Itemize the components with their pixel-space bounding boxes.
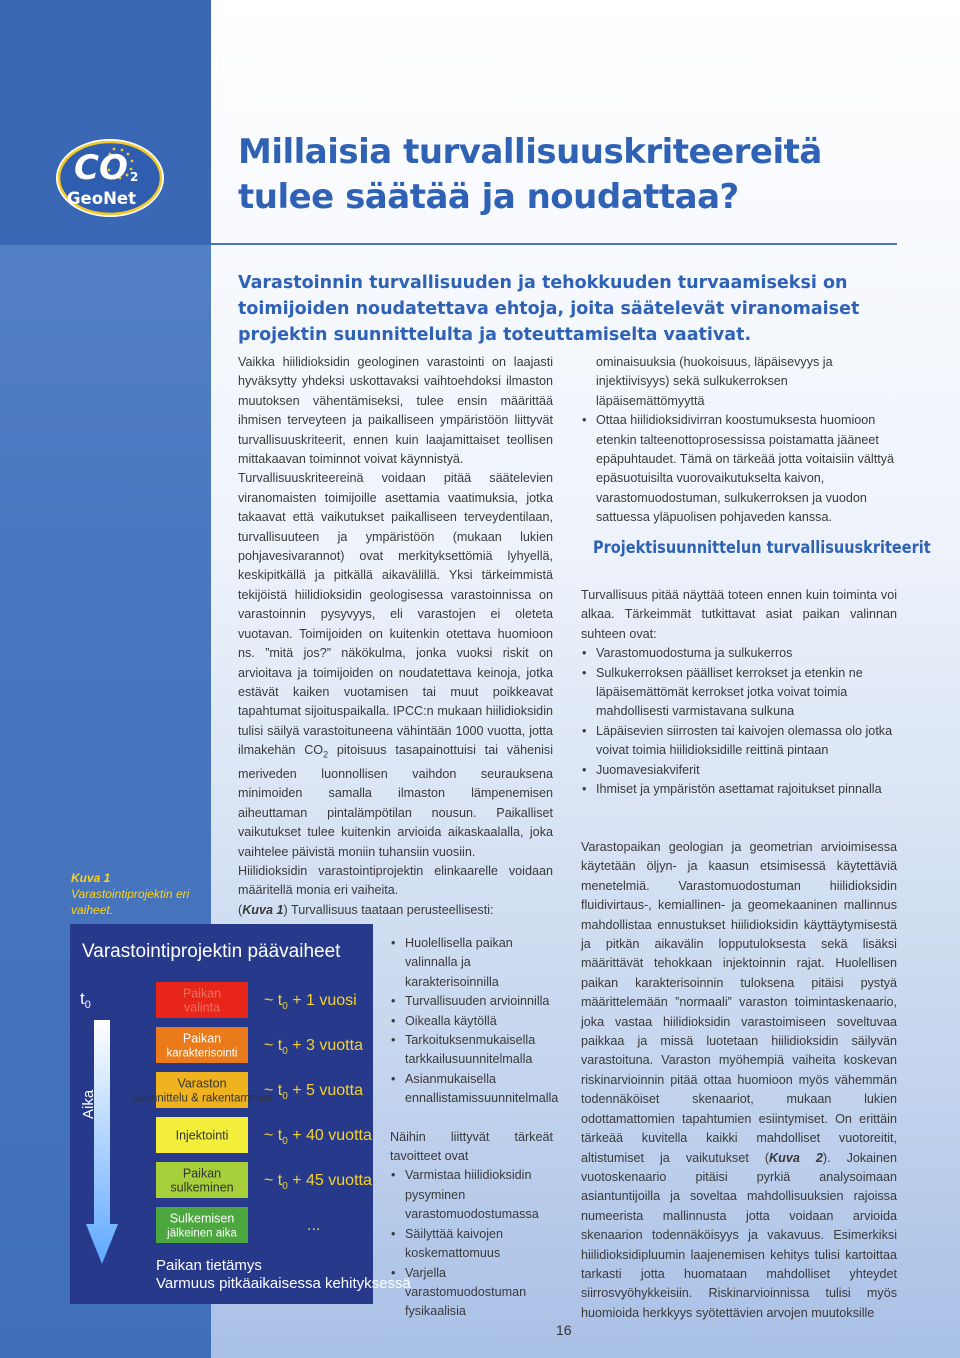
column-right-section [581, 586, 897, 799]
list-item: • Huolellisella paikan valinnalla ja karakterisoinnilla [390, 934, 553, 992]
goals-list [390, 1166, 553, 1321]
time-axis-label: Aika [80, 1089, 97, 1119]
footer-knowledge: Paikan tietämys [156, 1257, 262, 1274]
intro-paragraph: Vaikka hiilidioksidin geologinen varastointi on laajasti hyväksytty yhdeksi uskottavaksi vaihtoehdoksi ilmaston muutoksen vähentämiseksi, tulee ensin määrittää ihmisen terveyteen ja paikalliseen ympäristöön liittyvät turvallisuuskriteerit, ennen kuin laajamittaiset teollisen mittakaavan toiminnot voivat käynnistyä. [238, 355, 553, 467]
stage-label: sulkeminen [170, 1180, 234, 1195]
title-divider [211, 243, 897, 245]
figure-2-reference: Kuva 2 [769, 1150, 823, 1165]
stage-label: Injektointi [175, 1128, 229, 1143]
svg-text:GeoNet: GeoNet [67, 189, 136, 208]
stage-time: ~ $t_0 + 3$ vuotta [264, 1037, 363, 1057]
column-right-bottom [581, 838, 897, 1323]
section-heading: Projektisuunnittelun turvallisuuskriteerit [593, 538, 931, 557]
column-right-top [581, 353, 897, 528]
project-phases-figure [70, 924, 411, 1304]
list-item: • Varjella varastomuodostuman fysikaalisia [390, 1264, 553, 1322]
footer-certainty: Varmuus pitkäaikaisessa kehityksessä [156, 1275, 411, 1292]
list-item: • Oikealla käytöllä [390, 1012, 553, 1031]
criteria-paragraph: Turvallisuuskriteereinä voidaan pitää säätelevien viranomaisten toimijoille asettamia vaatimuksia, jotka takaavat että vaikutukset paikalliseen terveydentilaan, turvallisuuteen ja ympäristöön (mukaan lukien pohjavesivarannot) ovat merkityksettömiä lyhyellä, keskipitkällä ja pitkällä aikavälillä. Yksi tärkeimmistä tekijöistä hiilidioksidin geologisessa varastoinnissa on varastoinnin pysyvyys, eli varastojen ei oleteta vuotavan. Toimijoiden on kuitenkin otettava huomioon ns. ”mitä jos?” näkökulma, jonka vuoksi riskit on arvioitava ja toimijoiden on noudatettava keinoja, jotka estävät kaiken vuotamisen tai muut poikkeavat tapahtumat sijoituspaikalla. IPCC:n mukaan hiilidioksidin tulisi säilyä varastoituneena vähintään 1000 vuotta, jotta ilmakehän $CO_2$ pitoisuus tasapainottuisi tai vähenisi meriveden luonnollisen vaihdon seurauksena minimoiden samalla ilmaston lämpenemisen aiheuttaman pintalämpötilan nousun. Paikalliset vaikutukset tulee kuitenkin arvioida aikaskaalalla, joka vaihtelee päivistä moniin tuhansiin vuosiin. [238, 471, 553, 859]
page-title: Millaisia turvallisuuskriteereitä tulee säätää ja noudattaa? [238, 132, 822, 217]
figure-caption-label: Kuva 1 [71, 871, 111, 885]
stage-time: ~ $t_0 + 45$ vuotta [264, 1172, 372, 1192]
time-arrow [86, 1020, 118, 1264]
stage-3 [132, 1072, 363, 1108]
stage-6 [156, 1207, 248, 1243]
safety-measures-list [390, 934, 559, 1109]
stage-1 [156, 982, 357, 1018]
stage-time: ~ $t_0 + 1$ vuosi [264, 992, 357, 1012]
goals-paragraph: Näihin liittyvät tärkeät tavoitteet ovat [390, 1129, 553, 1164]
stage-list [132, 982, 372, 1243]
figure-caption-text: Varastointiprojektin eri vaiheet. [71, 887, 190, 917]
list-item: • Varmistaa hiilidioksidin pysyminen varastomuodostumassa [390, 1166, 553, 1224]
figure-1-reference: Kuva 1 [242, 902, 284, 917]
svg-text:2: 2 [130, 170, 139, 184]
stage-label: jälkeinen aika [167, 1227, 237, 1240]
list-item: • Ottaa hiilidioksidivirran koostumuksesta huomioon etenkin talteenottoprosessissa poistamatta jääneet epäpuhtaudet. Tämä on tärkeää jotta voitaisiin välttyä epäsuotuisilta vuorovaikutukselta kaivon, varastomuodostuman, sulkukerroksen ja vuodon sattuessa yläpuolisen pohjaveden kanssa. [581, 411, 897, 527]
stage-label: Varaston [177, 1076, 227, 1091]
list-item: • Varastomuodostuma ja sulkukerros [581, 644, 897, 663]
stage-time: ~ $t_0 + 40$ vuotta [264, 1127, 372, 1147]
figure-title: Varastointiprojektin päävaiheet [82, 941, 341, 962]
list-item: • Ihmiset ja ympäristön asettamat rajoitukset pinnalla [581, 780, 897, 799]
stage-4 [156, 1117, 372, 1153]
stage-time: ~ $t_0 + 5$ vuotta [264, 1082, 363, 1102]
stage-label: suunnittelu & rakentaminen [132, 1092, 272, 1105]
stage-label: valinta [183, 1000, 221, 1015]
stage-label: Paikan [182, 986, 222, 1001]
t0-label: $t_0$ [80, 989, 91, 1011]
ellipsis: ... [307, 1217, 321, 1234]
risk-assessment-paragraph: Varastopaikan geologian ja geometrian arvioimisessa käytetään öljyn- ja kaasun etsimisessä käytettäviä menetelmiä. Varastomuodostuman hiilidioksidin fluidivirtaus-, kemiallinen- ja geomekaaninen mallinnus mahdollistaa ennustukset hiilidioksidin käyttäytymisestä ja pitkän aikavälin lopputuloksesta sekä lisäksi määrittävät tehokkaan injektoinnin rajat. Huolellisen paikan karakterisoinnin tuloksena pitäisi pystyä määrittelemään ”normaali” varaston toimintaskenaario, joka vastaa hiilidioksidin varastoimiseen soveltuvaa paikkaa ja missä luotetaan hiilidioksidin säilyvän varastoituna. Varaston myöhempiä vaiheita koskevan riskinarvioinnin pitää ottaa huomioon myös vähemmän todennäköiset skenaariot, mukaan lukien odottamattomien tapahtumien esiintymiset. On erittäin tärkeää kuvitella kaikki mahdolliset vuotoreitit, altistumiset ja vaikutukset (Kuva 2). Jokainen vuotoskenaario pitäisi pyrkiä analysoimaan asiantuntijoilla ja soveltaa mahdollisuuksien rajoissa numeerista mallinnusta jotta voidaan arvioida skenaarion todennäköisyys ja vakavuus. Esimerkiksi hiilidioksidipluumin laajenemisen kehitys tulisi kartoittaa tarkasti jotta huomataan mahdolliset yhteydet siirrosvyöhykkeisiin. Riskinarvioinnissa tulisi myös huomioida herkkyys syötettävien arvojen muutoksille [581, 840, 897, 1320]
list-item: • Säilyttää kaivojen koskemattomuus [390, 1225, 553, 1264]
stage-label: Paikan [182, 1166, 222, 1181]
stage-label: Paikan [182, 1031, 222, 1046]
stage-label: karakterisointi [166, 1047, 238, 1060]
page-number: 16 [556, 1322, 572, 1338]
lifecycle-paragraph: Hiilidioksidin varastointiprojektin elinkaarelle voidaan määritellä monia eri vaiheita. [238, 864, 553, 898]
list-item: • Turvallisuuden arvioinnilla [390, 992, 553, 1011]
stage-label: Sulkemisen [169, 1211, 235, 1226]
lead-paragraph: Varastoinnin turvallisuuden ja tehokkuuden turvaamiseksi on toimijoiden noudatettava ehtoja, joita säätelevät viranomaiset projektin suunnittelulta ja toteuttamiselta vaativat. [238, 273, 860, 345]
goals-list-continued [581, 411, 897, 527]
column-middle-lower [390, 934, 559, 1322]
list-continuation: ominaisuuksia (huokoisuus, läpäisevyys ja injektiivisyys) sekä sulkukerroksen läpäisemättömyyttä [596, 355, 833, 408]
project-phases-diagram [70, 924, 411, 1304]
site-investigation-list [581, 644, 897, 799]
section-intro-paragraph: Turvallisuus pitää näyttää toteen ennen kuin toiminta voi alkaa. Tärkeimmät tutkittavat asiat paikan valinnan suhteen ovat: [581, 588, 897, 641]
column-left [238, 353, 553, 920]
stage-2 [156, 1027, 363, 1063]
list-item: • Läpäisevien siirrosten tai kaivojen olemassa olo jotka voivat toimia hiilidioksidille reittinä pintaan [581, 722, 897, 761]
list-item: • Juomavesiakviferit [581, 761, 897, 780]
stage-5 [156, 1162, 372, 1198]
co2geonet-logo [54, 137, 166, 219]
list-item: • Asianmukaisella ennallistamissuunnitelmalla [390, 1070, 553, 1109]
safety-intro-paragraph: (Kuva 1) Turvallisuus taataan perusteellisesti: [238, 902, 494, 917]
list-item: • Sulkukerroksen päälliset kerrokset ja etenkin ne läpäisemättömät kerrokset jotka voivat toimia mahdollisesti varmistavana sulkuna [581, 664, 897, 722]
figure-caption [71, 870, 201, 918]
svg-text:CO: CO [74, 148, 128, 188]
list-item: • Tarkoituksenmukaisella tarkkailusuunnitelmalla [390, 1031, 553, 1070]
